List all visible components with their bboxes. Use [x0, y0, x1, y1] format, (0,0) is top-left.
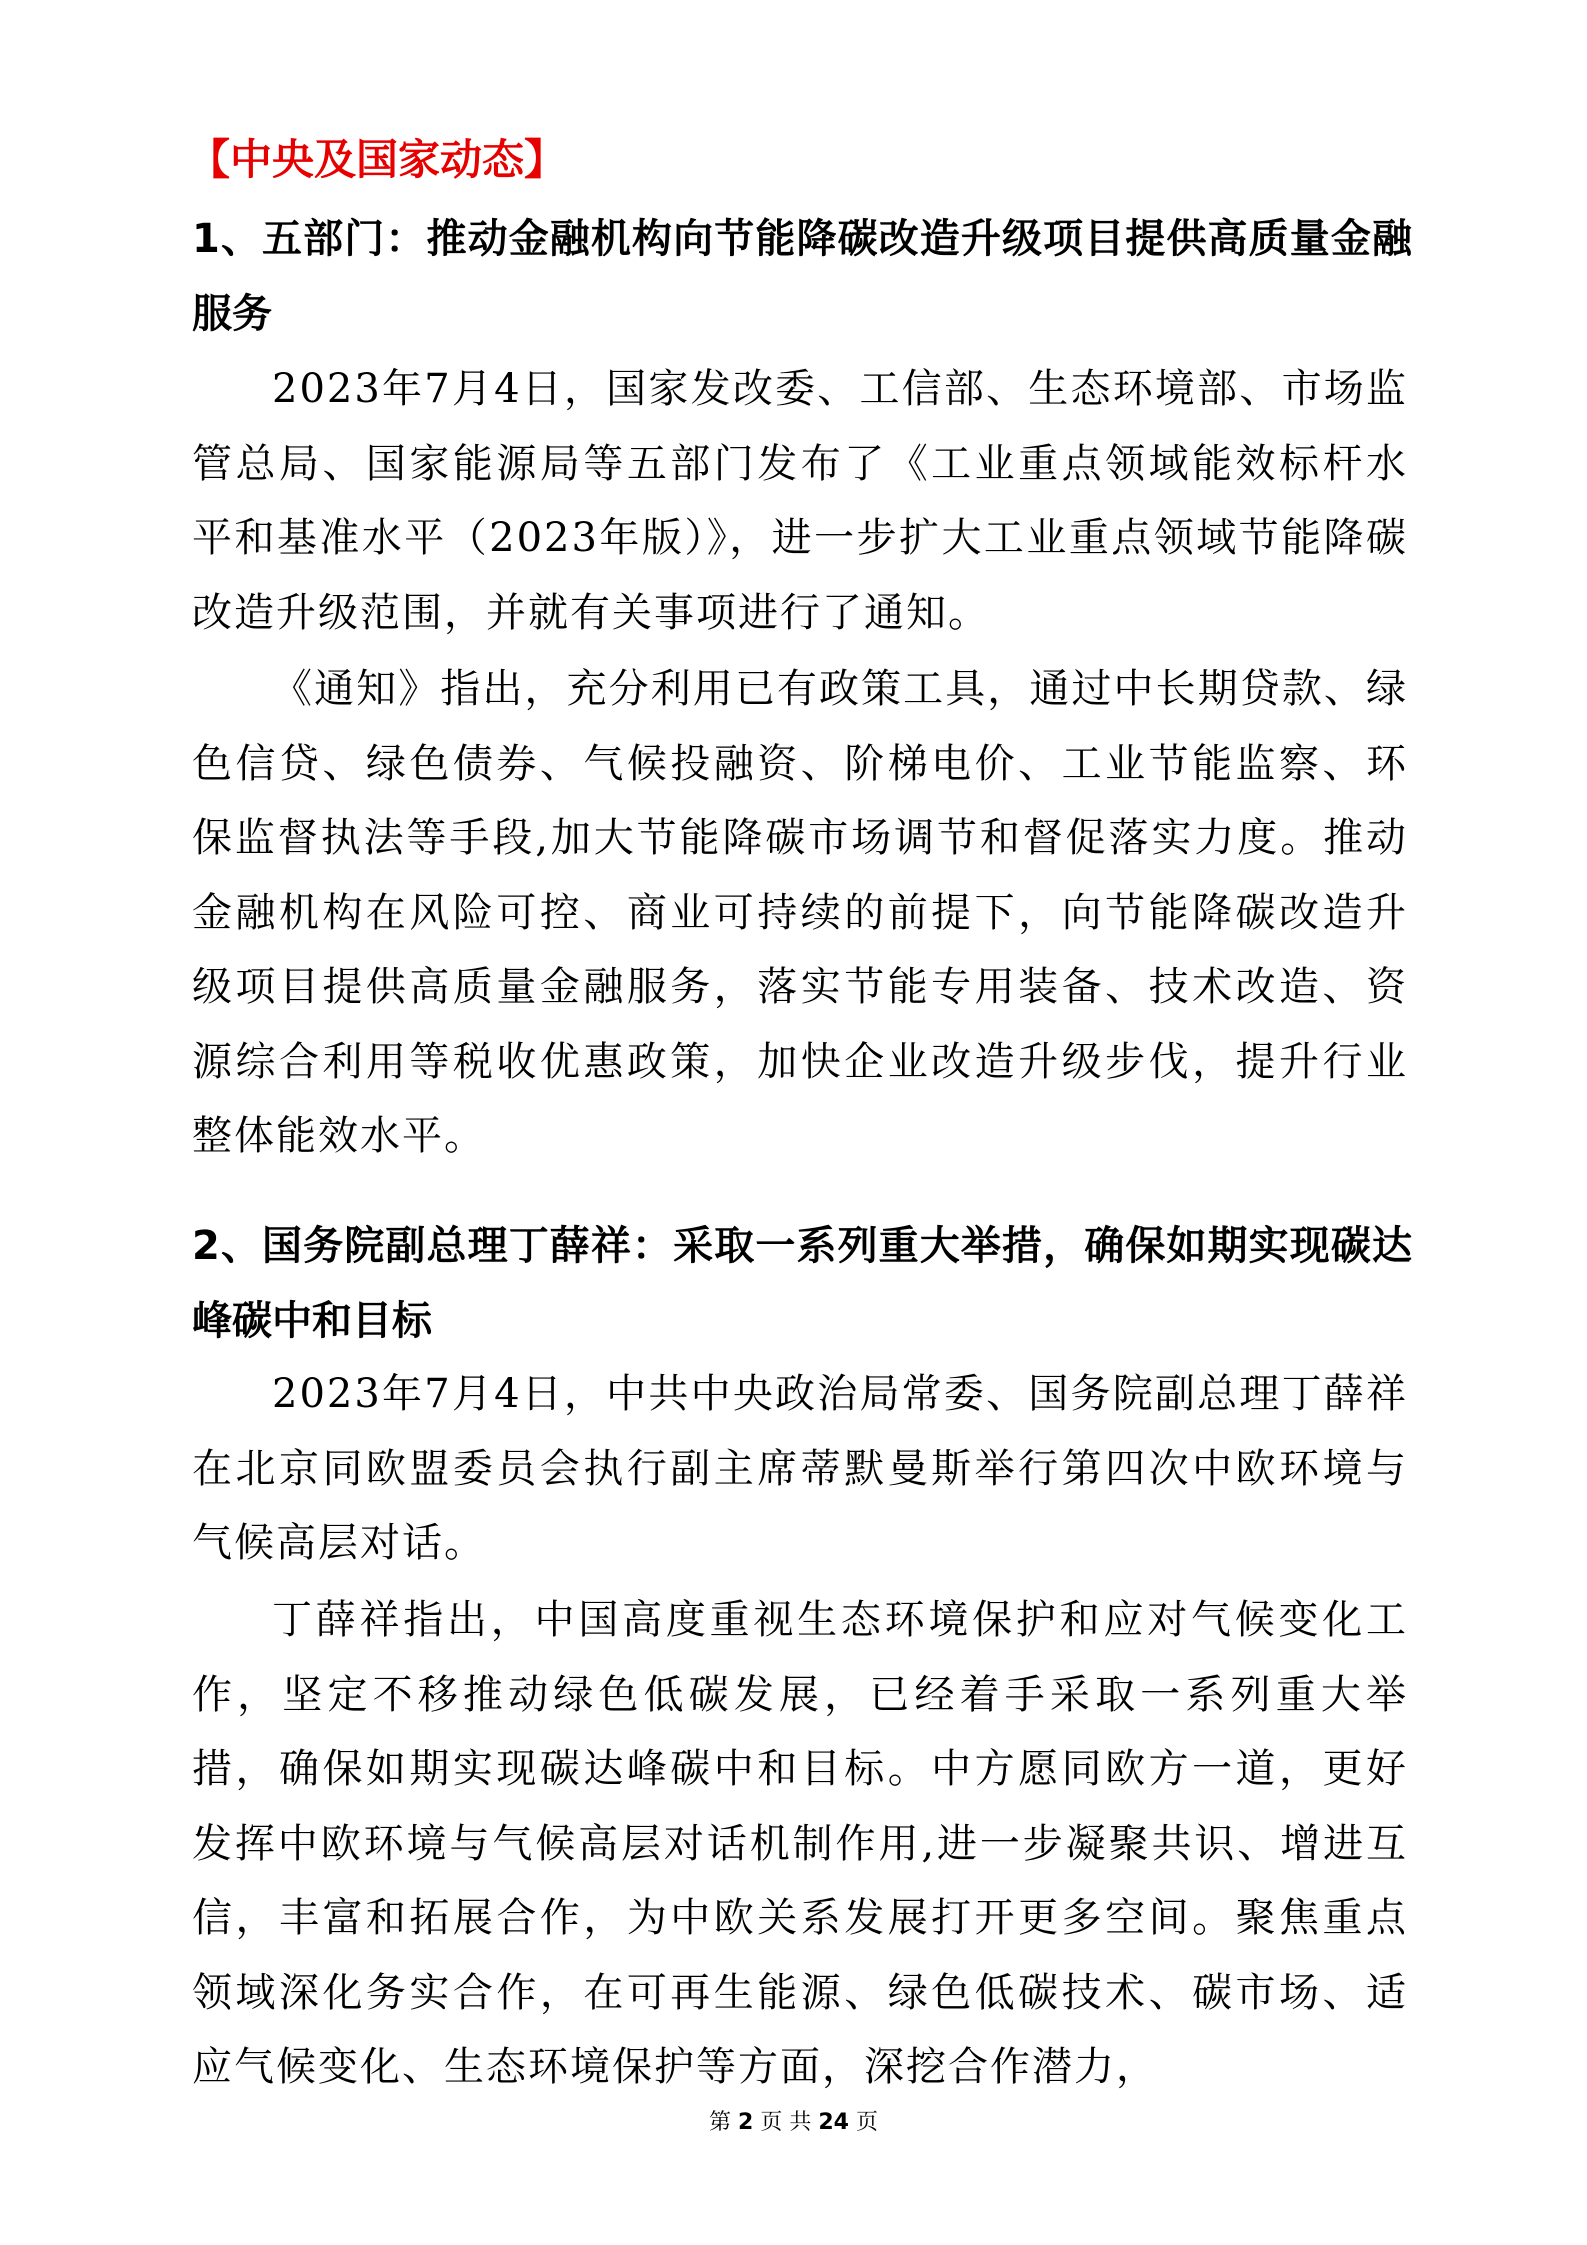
article-1-title: 1、五部门：推动金融机构向节能降碳改造升级项目提供高质量金融服务	[192, 216, 1412, 337]
page-footer	[0, 2108, 1587, 2138]
article-2-paragraph-2: 丁薛祥指出，中国高度重视生态环境保护和应对气候变化工作，坚定不移推动绿色低碳发展，已经着手采取一系列重大举措，确保如期实现碳达峰碳中和目标。中方愿同欧方一道，更好发挥中欧环境与气候高层对话机制作用,进一步凝聚共识、增进互信，丰富和拓展合作，为中欧关系发展打开更多空间。聚焦重点领域深化务实合作，在可再生能源、绿色低碳技术、碳市场、适应气候变化、生态环境保护等方面，深挖合作潜力，	[192, 1597, 1408, 2090]
footer-suffix: 页	[855, 2110, 878, 2135]
footer-page-number: 2	[738, 2110, 754, 2135]
footer-prefix: 第	[709, 2110, 732, 2135]
article-2-paragraph-1: 2023年7月4日，中共中央政治局常委、国务院副总理丁薛祥在北京同欧盟委员会执行副主席蒂默曼斯举行第四次中欧环境与气候高层对话。	[192, 1371, 1408, 1566]
article-2-title: 2、国务院副总理丁薛祥：采取一系列重大举措，确保如期实现碳达峰碳中和目标	[192, 1223, 1412, 1344]
article-1-paragraph-1: 2023年7月4日，国家发改委、工信部、生态环境部、市场监管总局、国家能源局等五部门发布了《工业重点领域能效标杆水平和基准水平（2023年版）》，进一步扩大工业重点领域节能降碳改造升级范围，并就有关事项进行了通知。	[192, 366, 1408, 636]
article-1-paragraph-2: 《通知》指出，充分利用已有政策工具，通过中长期贷款、绿色信贷、绿色债券、气候投融资、阶梯电价、工业节能监察、环保监督执法等手段,加大节能降碳市场调节和督促落实力度。推动金融机构在风险可控、商业可持续的前提下，向节能降碳改造升级项目提供高质量金融服务，落实节能专用装备、技术改造、资源综合利用等税收优惠政策，加快企业改造升级步伐，提升行业整体能效水平。	[192, 666, 1408, 1159]
footer-middle: 页 共	[760, 2110, 812, 2135]
footer-total-pages: 24	[818, 2110, 849, 2135]
section-heading: 【中央及国家动态】	[188, 135, 567, 184]
